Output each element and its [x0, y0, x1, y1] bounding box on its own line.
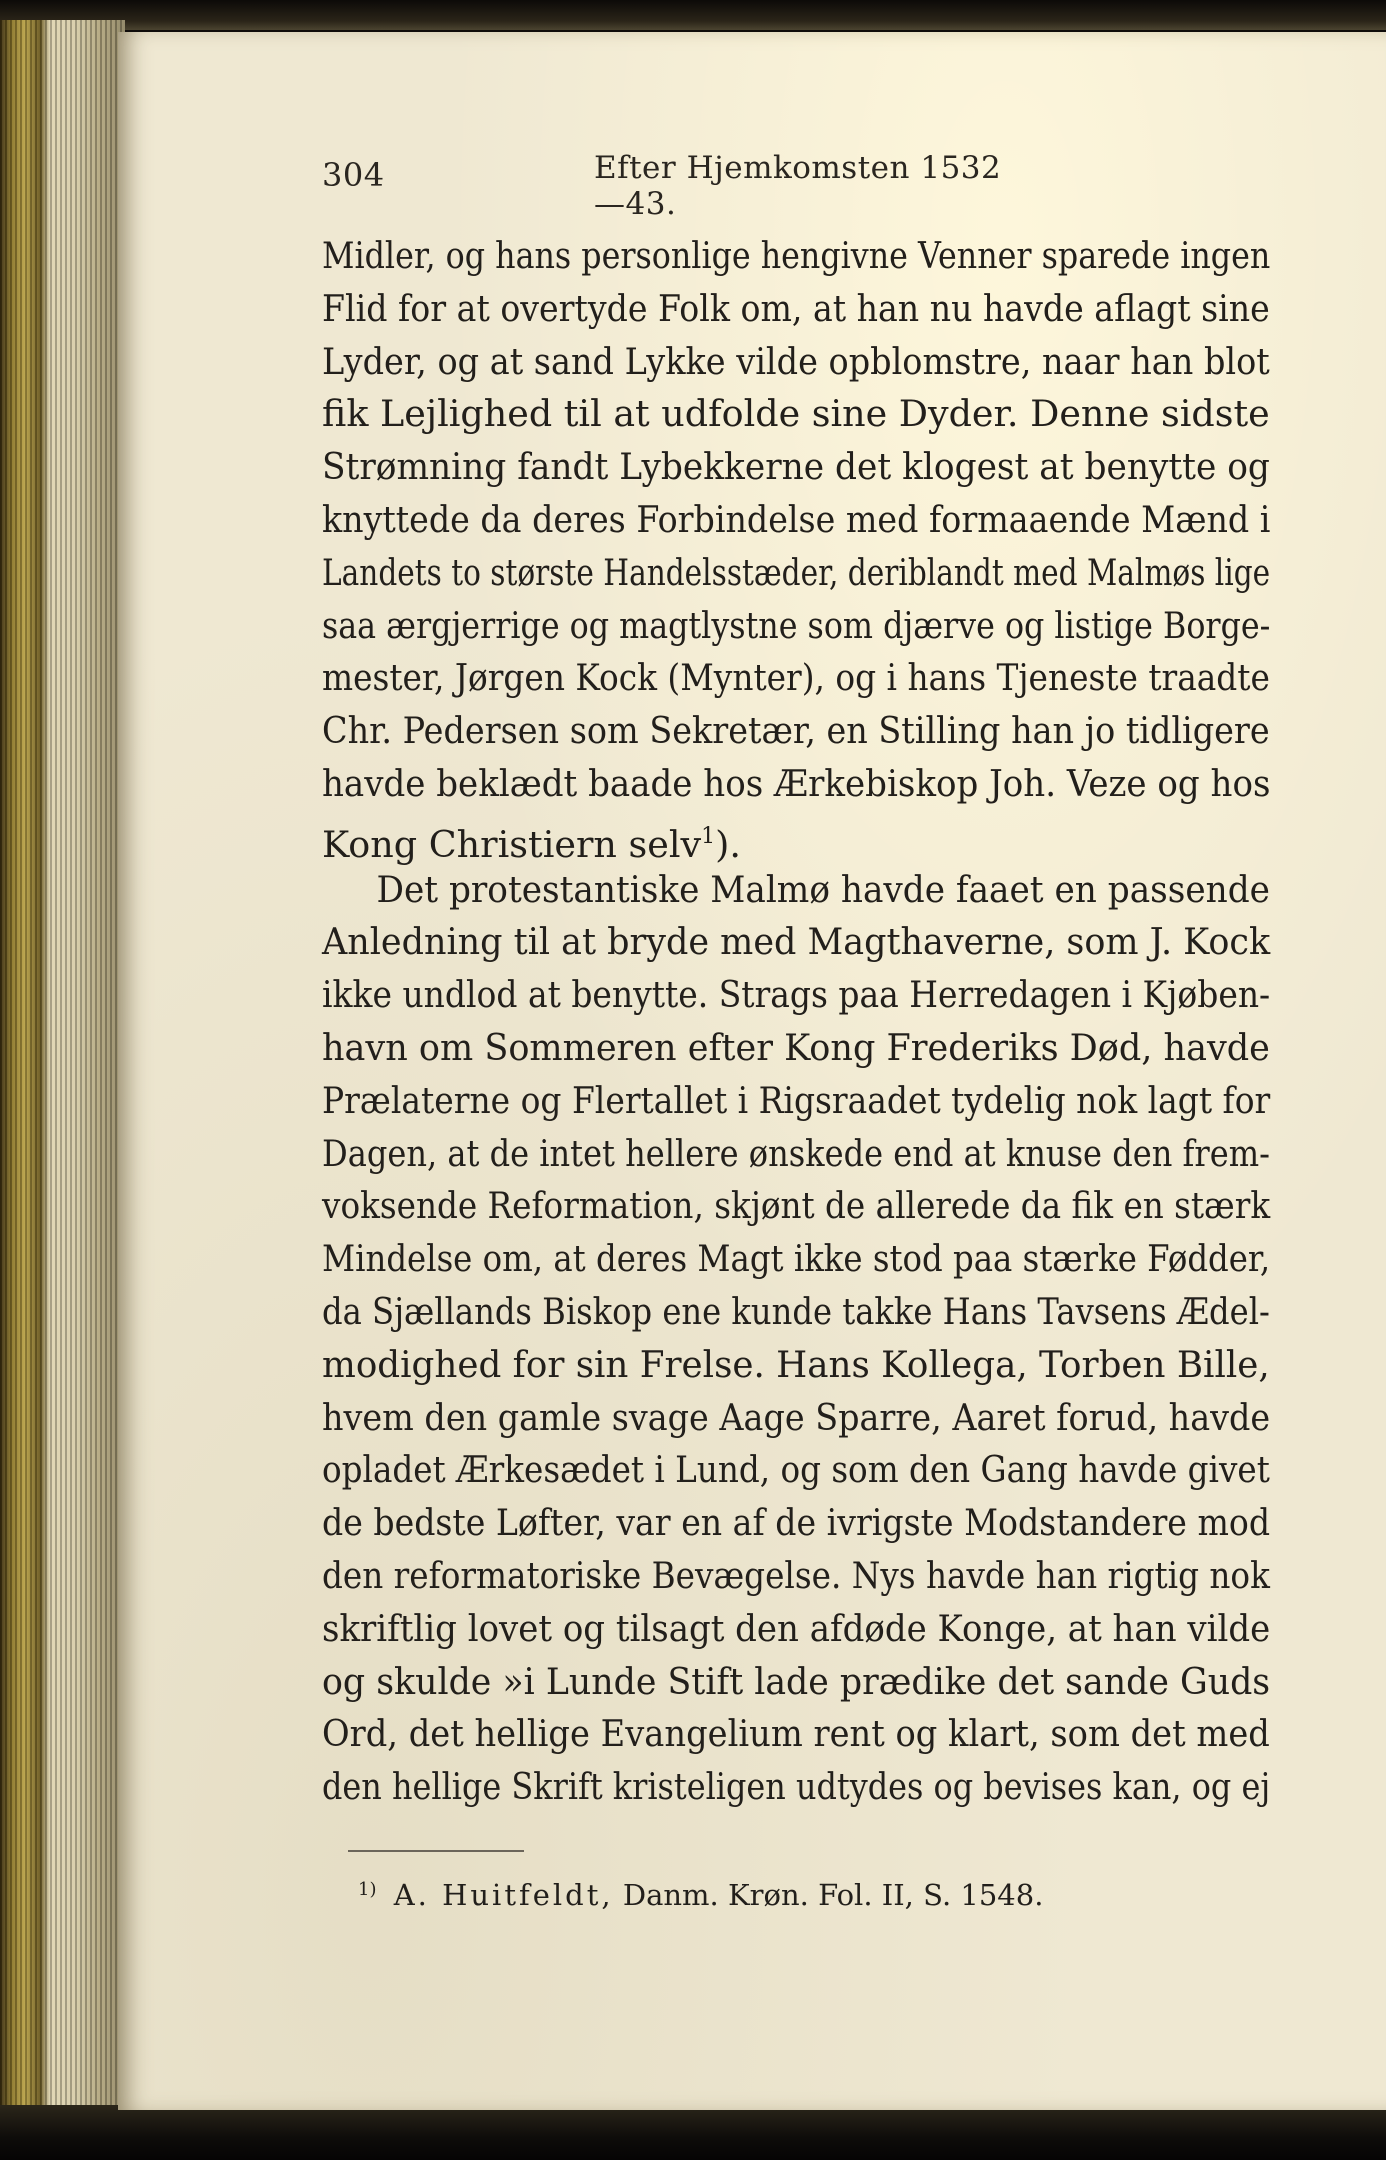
footnote-author: A. Huitfeldt,	[393, 1878, 614, 1912]
text-line: Ord, det hellige Evangelium rent og klart, som det med	[322, 1712, 1270, 1756]
text-line-with-footnote	[322, 811, 1270, 864]
text-line: Strømning fandt Lybekkerne det klogest at benytte og	[322, 445, 1270, 489]
footnote-marker: 1)	[358, 1879, 377, 1900]
text-line: da Sjællands Biskop ene kunde takke Hans Tavsens Ædel-	[322, 1289, 1270, 1333]
footnote-divider	[348, 1850, 524, 1852]
paragraph-start-line: Det protestantiske Malmø havde faaet en passende	[376, 867, 1270, 911]
text-line: Midler, og hans personlige hengivne Venner sparede ingen	[322, 234, 1271, 277]
book-binding-edge	[0, 20, 125, 2130]
text-line: Lyder, og at sand Lykke vilde opblomstre, naar han blot	[322, 339, 1270, 383]
running-title: Efter Hjemkomsten 1532—43.	[594, 150, 1002, 222]
text-line: havde beklædt baade hos Ærkebiskop Joh. Veze og hos	[322, 761, 1271, 805]
text-line: Anledning til at bryde med Magthaverne, som J. Kock	[322, 920, 1271, 964]
footnote-reference: 1	[701, 823, 716, 849]
text-line: skriftlig lovet og tilsagt den afdøde Konge, at han vilde	[322, 1606, 1271, 1650]
text-line: Flid for at overtyde Folk om, at han nu havde aflagt sine	[322, 286, 1270, 330]
text-line: knyttede da deres Forbindelse med formaaende Mænd i	[322, 497, 1271, 541]
text-line: modighed for sin Frelse. Hans Kollega, Torben Bille,	[322, 1342, 1270, 1386]
body-text	[322, 230, 1270, 1814]
text-line: opladet Ærkesædet i Lund, og som den Gang havde givet	[322, 1448, 1270, 1492]
text-line: og skulde »i Lunde Stift lade prædike det sande Guds	[322, 1659, 1271, 1703]
text-line: den reformatoriske Bevægelse. Nys havde han rigtig nok	[322, 1553, 1270, 1597]
text-line: saa ærgjerrige og magtlystne som djærve og listige Borge-	[322, 603, 1271, 647]
text-line: mester, Jørgen Kock (Mynter), og i hans Tjeneste traadte	[322, 656, 1270, 700]
text-line: ikke undlod at benytte. Strags paa Herredagen i Kjøben-	[322, 973, 1271, 1017]
text-line: havn om Sommeren efter Kong Frederiks Død, havde	[322, 1025, 1270, 1069]
text-line: Chr. Pedersen som Sekretær, en Stilling han jo tidligere	[322, 709, 1270, 753]
footnote-reference-text: Danm. Krøn. Fol. II, S. 1548.	[622, 1878, 1044, 1912]
text-line: Landets to største Handelsstæder, deriblandt med Malmøs lige	[322, 550, 1271, 594]
text-line: Prælaterne og Flertallet i Rigsraadet tydelig nok lagt for	[322, 1078, 1271, 1122]
text-line: hvem den gamle svage Aage Sparre, Aaret forud, havde	[322, 1395, 1271, 1439]
text-line: voksende Reformation, skjønt de allerede da fik en stærk	[322, 1184, 1271, 1228]
text-line: Dagen, at de intet hellere ønskede end at knuse den frem-	[322, 1131, 1270, 1175]
book-top-edge	[0, 0, 1386, 30]
text-line: den hellige Skrift kristeligen udtydes og bevises kan, og ej	[322, 1765, 1271, 1809]
text-line-tail: ).	[715, 822, 741, 866]
running-header	[322, 150, 1002, 222]
text-line-content: Kong Christiern selv	[322, 822, 702, 866]
text-line: Mindelse om, at deres Magt ikke stod paa stærke Fødder,	[322, 1237, 1271, 1281]
text-line: fik Lejlighed til at udfolde sine Dyder. Denne sidste	[322, 392, 1270, 436]
text-line: de bedste Løfter, var en af de ivrigste Modstandere mod	[322, 1501, 1271, 1545]
book-bottom-edge	[0, 2105, 1386, 2160]
footnote	[358, 1878, 1043, 1912]
page-number: 304	[322, 156, 385, 194]
